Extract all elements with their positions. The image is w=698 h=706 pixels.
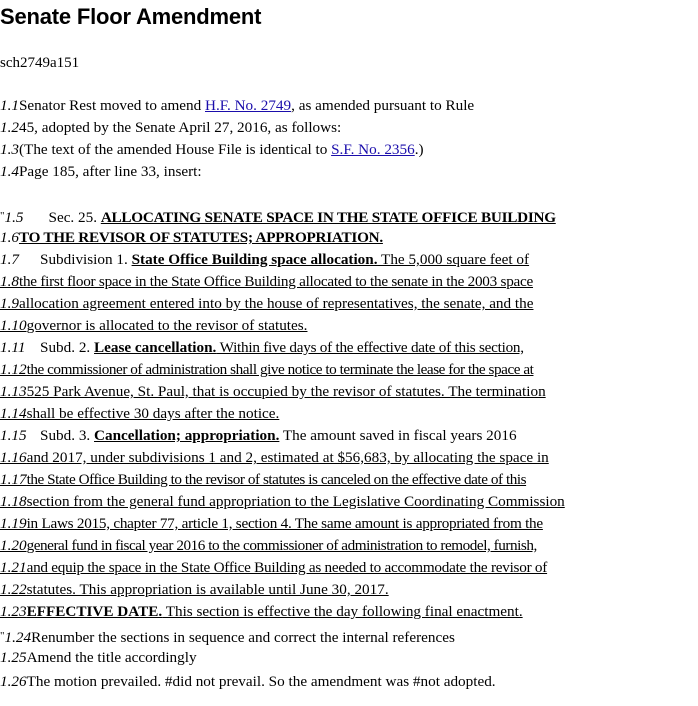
line-number: 1.13 — [0, 383, 27, 400]
line-text: 45, adopted by the Senate April 27, 2016, as follows: — [18, 119, 342, 136]
insert-quote-mark: " — [0, 630, 5, 642]
line-1-23 — [0, 602, 523, 622]
line-number: 1.9 — [0, 295, 19, 312]
line-1-16 — [0, 448, 549, 468]
line-number: 1.2 — [0, 119, 19, 136]
line-1-22 — [0, 580, 389, 600]
line-text: Amend the title accordingly — [26, 649, 197, 666]
line-1-15 — [0, 426, 517, 446]
subdivision-prefix: Subd. 3. — [40, 427, 95, 444]
line-text: .) — [414, 141, 424, 158]
line-number: 1.5 — [4, 209, 24, 226]
line-1-8 — [0, 272, 533, 292]
line-1-21 — [0, 558, 547, 578]
line-number: 1.11 — [0, 339, 26, 356]
line-number: 1.23 — [0, 603, 27, 620]
line-1-13 — [0, 382, 546, 402]
line-text: and equip the space in the State Office Building as needed to accommodate the revisor of — [26, 559, 548, 576]
line-text: The amount saved in fiscal years 2016 — [279, 427, 517, 444]
line-number: 1.19 — [0, 515, 27, 532]
section-heading: ALLOCATING SENATE SPACE IN THE STATE OFFICE BUILDING — [100, 209, 556, 226]
line-number: 1.6 — [0, 229, 19, 246]
line-1-26 — [0, 672, 496, 692]
section-prefix: Sec. 25. — [48, 209, 101, 226]
line-1-25 — [0, 648, 197, 668]
line-text: , as amended pursuant to Rule — [291, 97, 475, 114]
subdivision-prefix: Subdivision 1. — [40, 251, 132, 268]
line-number: 1.3 — [0, 141, 19, 158]
line-text: (The text of the amended House File is identical to — [18, 141, 332, 158]
bill-link-hf-2749[interactable]: H.F. No. 2749 — [205, 97, 292, 114]
subdivision-heading: Lease cancellation. — [94, 339, 217, 356]
line-number: 1.20 — [0, 537, 27, 554]
line-number: 1.18 — [0, 493, 27, 510]
subdivision-heading: State Office Building space allocation. — [131, 251, 378, 268]
bill-link-sf-2356[interactable]: S.F. No. 2356 — [331, 141, 415, 158]
line-text: Senator Rest moved to amend — [18, 97, 205, 114]
line-number: 1.12 — [0, 361, 27, 378]
line-number: 1.17 — [0, 471, 27, 488]
line-1-1 — [0, 96, 474, 116]
line-text: general fund in fiscal year 2016 to the commissioner of administration to remodel, furnish, — [26, 537, 537, 554]
line-number: 1.7 — [0, 251, 19, 268]
line-text: The motion prevailed. #did not prevail. So the amendment was #not adopted. — [26, 673, 496, 690]
insert-quote-mark: " — [0, 210, 5, 222]
line-number: 1.16 — [0, 449, 27, 466]
line-number: 1.24 — [4, 629, 32, 646]
line-text: in Laws 2015, chapter 77, article 1, section 4. The same amount is appropriated from the — [26, 515, 543, 532]
line-1-11 — [0, 338, 524, 358]
line-1-20 — [0, 536, 537, 556]
line-1-9 — [0, 294, 533, 314]
document-id: sch2749a151 — [0, 55, 80, 71]
line-text: the commissioner of administration shall give notice to terminate the lease for the space at — [26, 361, 534, 378]
line-text: 525 Park Avenue, St. Paul, that is occupied by the revisor of statutes. The termination — [26, 383, 546, 400]
line-number: 1.14 — [0, 405, 27, 422]
line-text: Within five days of the effective date of this section, — [216, 339, 524, 356]
line-1-19 — [0, 514, 543, 534]
line-text: allocation agreement entered into by the house of representatives, the senate, and the — [18, 295, 534, 312]
line-number: 1.21 — [0, 559, 27, 576]
subdivision-heading: Cancellation; appropriation. — [94, 427, 280, 444]
line-number: 1.26 — [0, 673, 27, 690]
line-text: governor is allocated to the revisor of statutes. — [26, 317, 308, 334]
line-number: 1.4 — [0, 163, 19, 180]
line-1-2 — [0, 118, 341, 138]
line-number: 1.1 — [0, 97, 19, 114]
line-number: 1.22 — [0, 581, 27, 598]
line-number: 1.8 — [0, 273, 19, 290]
line-1-10 — [0, 316, 307, 336]
line-1-12 — [0, 360, 533, 380]
line-1-3 — [0, 140, 424, 160]
line-1-24 — [0, 626, 455, 646]
line-1-7 — [0, 250, 529, 270]
line-1-14 — [0, 404, 279, 424]
line-text: the State Office Building to the revisor of statutes is canceled on the effective date of this — [26, 471, 527, 488]
line-text: section from the general fund appropriation to the Legislative Coordinating Commission — [26, 493, 565, 510]
line-text: Page 185, after line 33, insert: — [18, 163, 202, 180]
line-number: 1.15 — [0, 427, 27, 444]
line-number: 1.10 — [0, 317, 27, 334]
line-text: Renumber the sections in sequence and correct the internal references — [31, 629, 455, 646]
document-title: Senate Floor Amendment — [0, 4, 262, 29]
line-1-6 — [0, 228, 383, 248]
line-text: the first floor space in the State Office Building allocated to the senate in the 2003 space — [18, 273, 534, 290]
line-text: statutes. This appropriation is available until June 30, 2017. — [26, 581, 389, 598]
line-text: shall be effective 30 days after the notice. — [26, 405, 280, 422]
line-text: The 5,000 square feet of — [377, 251, 530, 268]
subdivision-prefix: Subd. 2. — [40, 339, 95, 356]
line-1-17 — [0, 470, 526, 490]
line-1-18 — [0, 492, 565, 512]
line-1-5 — [0, 206, 556, 226]
section-heading: TO THE REVISOR OF STATUTES; APPROPRIATION. — [18, 229, 383, 246]
line-text: and 2017, under subdivisions 1 and 2, estimated at $56,683, by allocating the space in — [26, 449, 549, 466]
line-number: 1.25 — [0, 649, 27, 666]
line-1-4 — [0, 162, 202, 182]
line-text: This section is effective the day following final enactment. — [162, 603, 523, 620]
effective-date-heading: EFFECTIVE DATE. — [26, 603, 163, 620]
